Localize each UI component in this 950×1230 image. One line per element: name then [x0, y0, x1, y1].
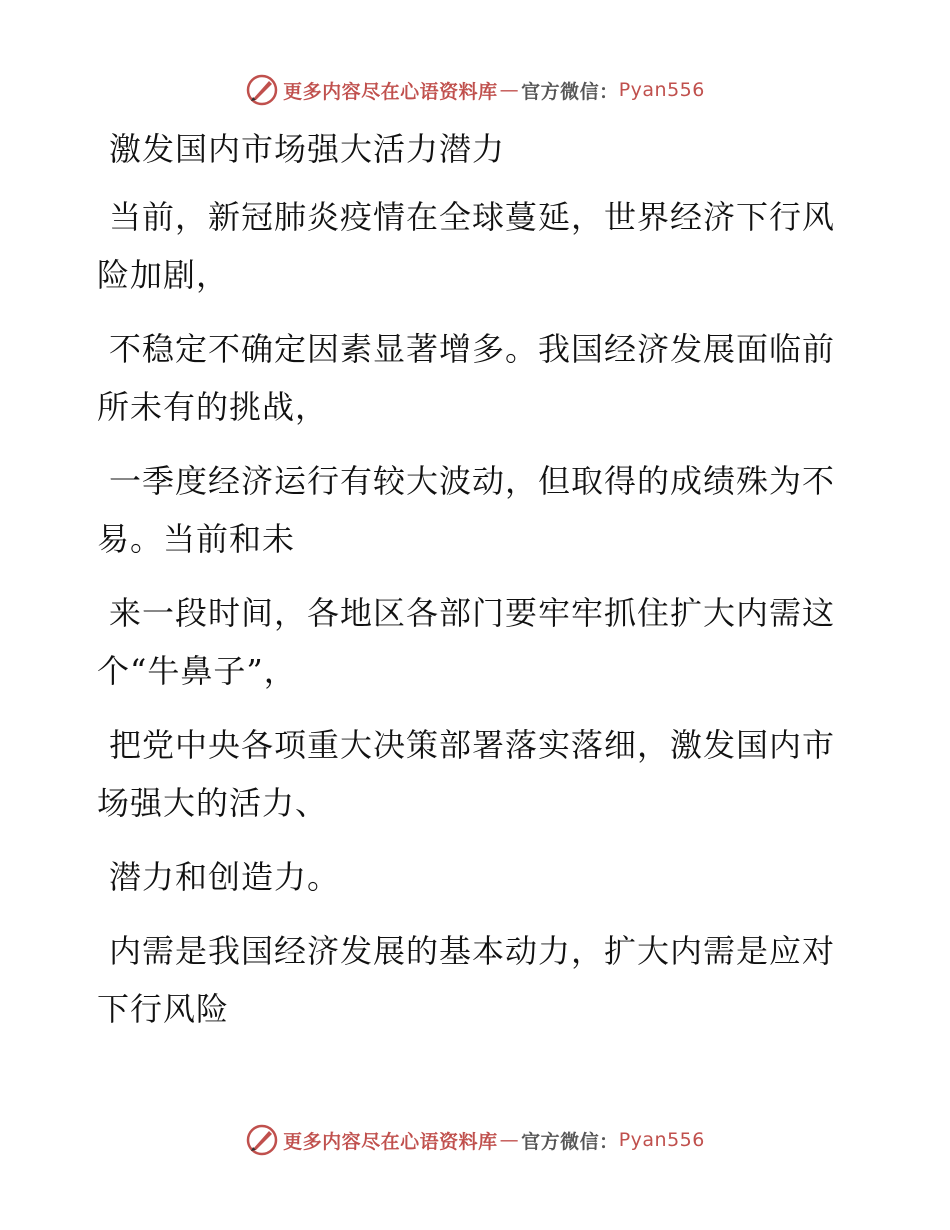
- quill-logo-icon: [245, 73, 279, 107]
- paragraph: 潜力和创造力。: [109, 858, 341, 896]
- footer-banner: [0, 1118, 950, 1162]
- document-title: 激发国内市场强大活力潜力: [109, 130, 506, 168]
- document-body: [97, 120, 837, 1054]
- paragraph: 把党中央各项重大决策部署落实落细，激发国内市场强大的活力、: [97, 726, 836, 822]
- quill-logo-icon: [245, 1123, 279, 1157]
- banner-dash: —: [499, 1129, 520, 1151]
- banner-brand-text: 更多内容尽在心语资料库: [283, 1130, 498, 1153]
- banner-wechat-id: Pyan556: [618, 1129, 705, 1151]
- banner-dash: —: [499, 79, 520, 101]
- paragraph: 来一段时间，各地区各部门要牢牢抓住扩大内需这个“牛鼻子”，: [97, 594, 836, 690]
- paragraph: 一季度经济运行有较大波动，但取得的成绩殊为不易。当前和未: [97, 462, 836, 558]
- paragraph: 不稳定不确定因素显著增多。我国经济发展面临前所未有的挑战，: [97, 330, 836, 426]
- header-banner: [0, 68, 950, 112]
- banner-wechat-label: 官方微信：: [521, 1130, 619, 1153]
- paragraph: 当前，新冠肺炎疫情在全球蔓延，世界经济下行风险加剧，: [97, 198, 836, 294]
- banner-brand-text: 更多内容尽在心语资料库: [283, 80, 498, 103]
- paragraph: 内需是我国经济发展的基本动力，扩大内需是应对下行风险: [97, 932, 836, 1028]
- banner-wechat-label: 官方微信：: [521, 80, 619, 103]
- banner-wechat-id: Pyan556: [618, 79, 705, 101]
